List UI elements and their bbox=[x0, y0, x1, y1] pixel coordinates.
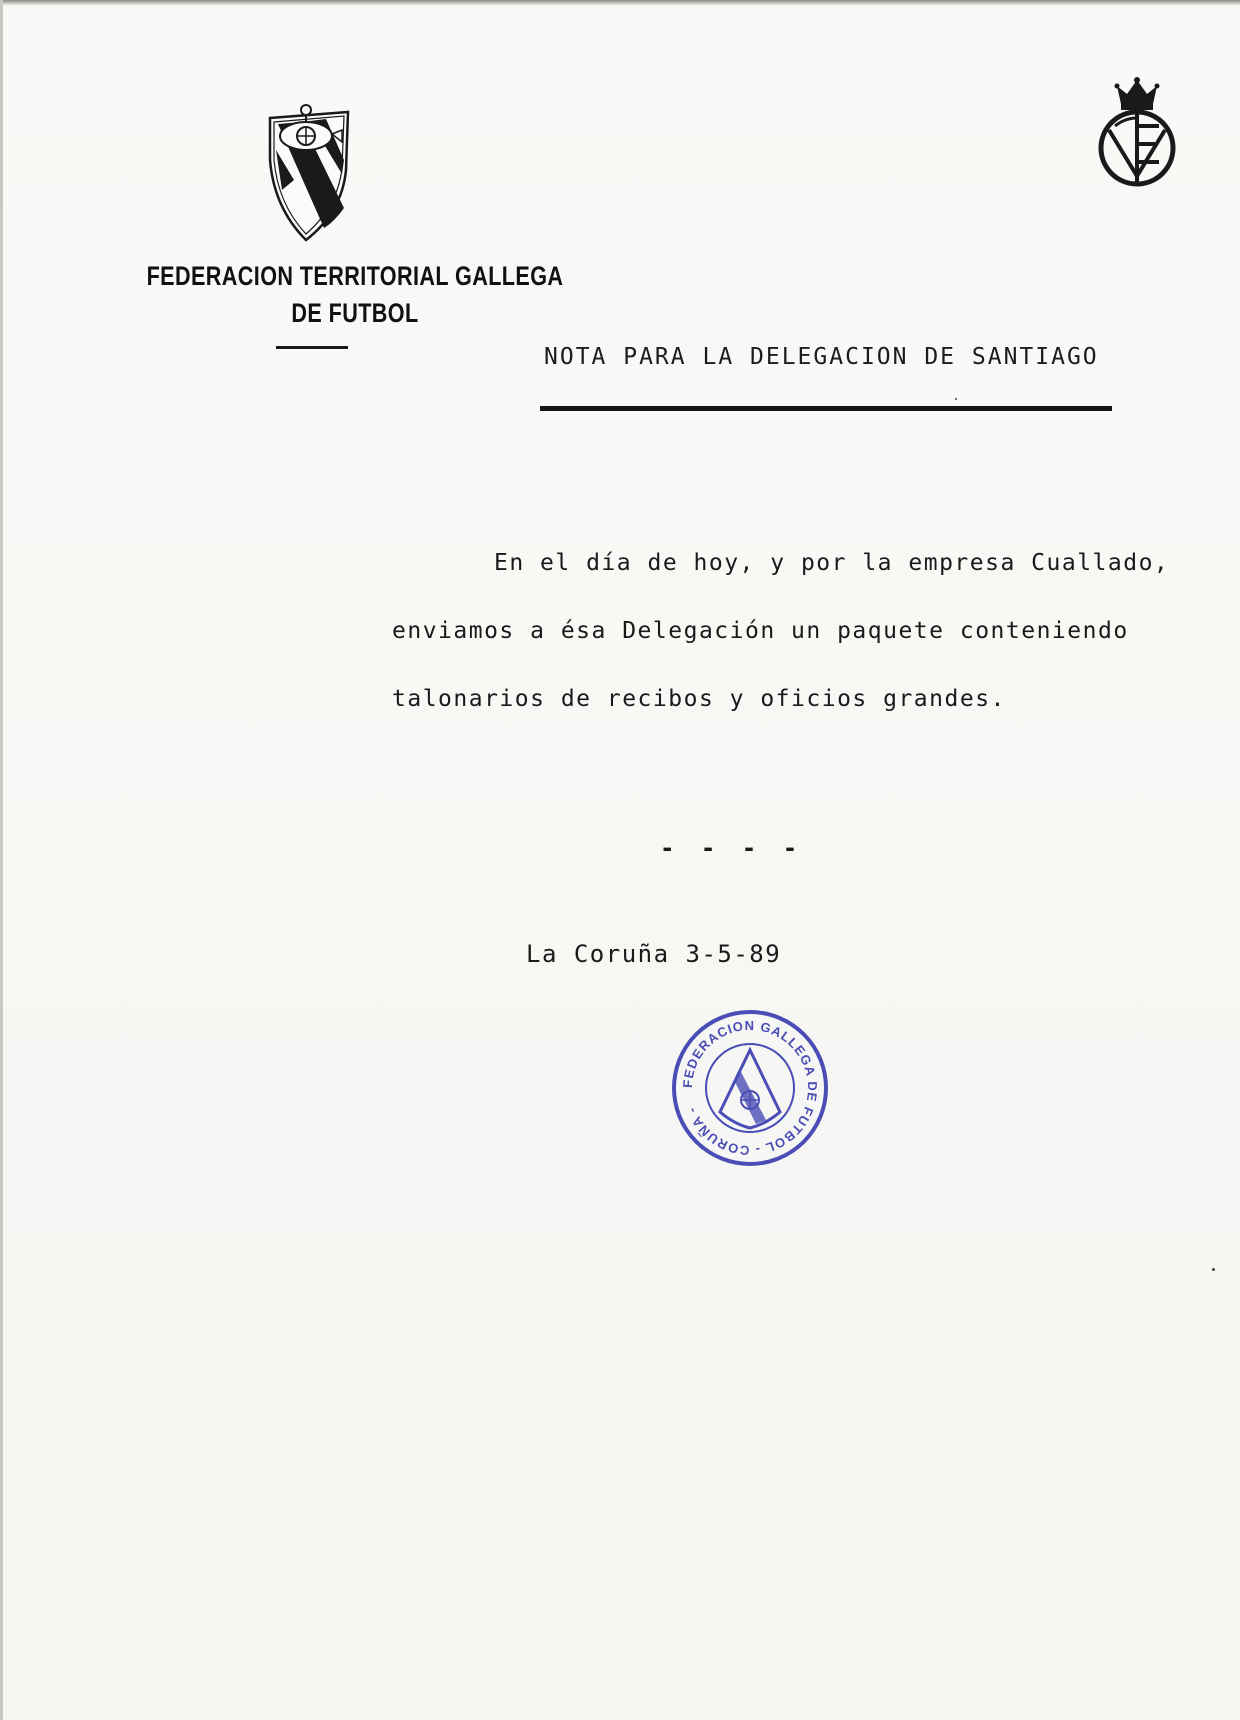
stamp-text: FEDERACION GALLEGA DE FUTBOL - CORUÑA - bbox=[679, 1017, 821, 1159]
note-title-underline bbox=[540, 406, 1112, 411]
paper-speck bbox=[955, 398, 957, 400]
scan-left-edge bbox=[0, 0, 3, 1720]
organization-name-line1: FEDERACION TERRITORIAL GALLEGA bbox=[146, 261, 564, 291]
note-title: NOTA PARA LA DELEGACION DE SANTIAGO bbox=[544, 344, 1099, 370]
organization-name bbox=[119, 258, 591, 332]
body-line-1: En el día de hoy, y por la empresa Cuallado, bbox=[494, 550, 1170, 576]
organization-underline bbox=[276, 346, 348, 349]
place-and-date: La Coruña 3-5-89 bbox=[526, 940, 782, 968]
federation-stamp bbox=[670, 1008, 830, 1168]
body-line-3: talonarios de recibos y oficios grandes. bbox=[392, 686, 1006, 712]
organization-name-line2: DE FUTBOL bbox=[291, 298, 419, 328]
paper-speck bbox=[1212, 1268, 1215, 1271]
federation-shield-icon bbox=[264, 100, 354, 244]
scan-top-edge bbox=[0, 0, 1240, 6]
body-line-2: enviamos a ésa Delegación un paquete conteniendo bbox=[392, 618, 1129, 644]
rfef-crown-crest-icon bbox=[1095, 74, 1179, 190]
separator-dashes: - - - - bbox=[660, 834, 804, 862]
